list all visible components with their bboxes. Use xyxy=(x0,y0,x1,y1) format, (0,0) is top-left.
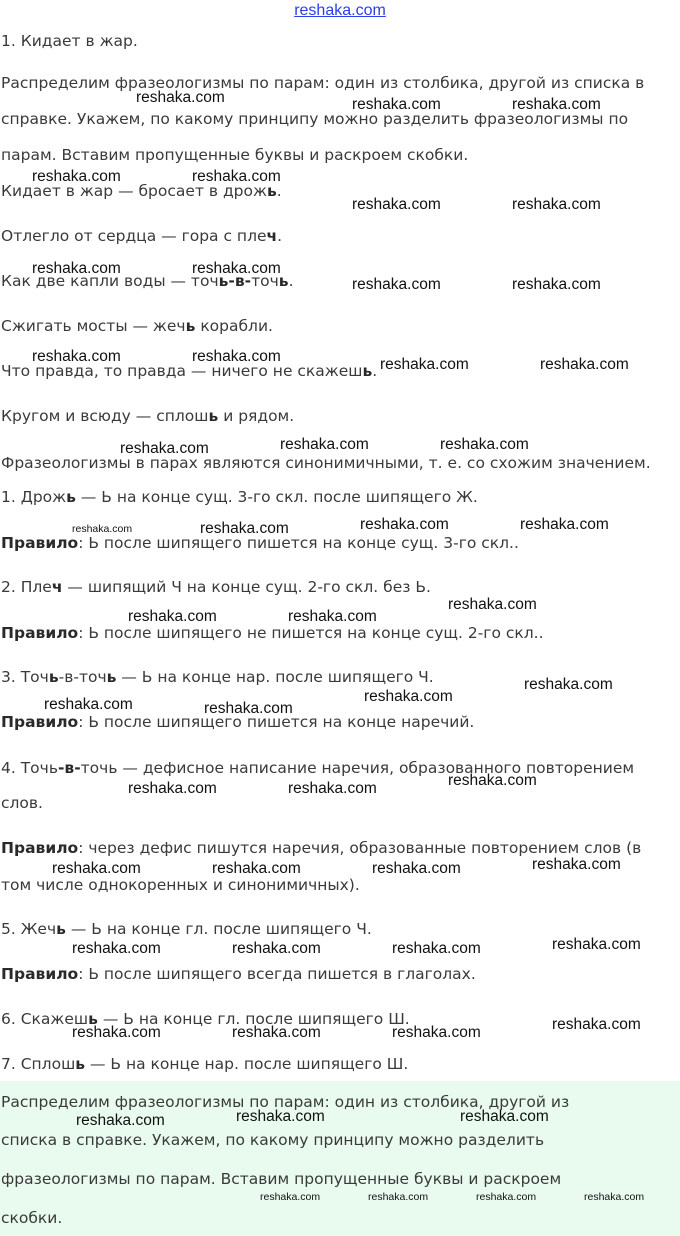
watermark: reshaka.com xyxy=(128,780,217,797)
watermark: reshaka.com xyxy=(32,168,121,185)
explanation-line: 6. Скажешь — Ь на конце гл. после шипящего Ш. xyxy=(1,1010,410,1028)
watermark: reshaka.com xyxy=(192,348,281,365)
watermark: reshaka.com xyxy=(380,356,469,373)
pair-line: Как две капли воды — точь-в-точь. xyxy=(1,272,294,290)
watermark: reshaka.com xyxy=(232,1024,321,1041)
explanation-line: 3. Точь-в-точь — Ь на конце нар. после шипящего Ч. xyxy=(1,668,434,686)
explanation-line: 5. Жечь — Ь на конце гл. после шипящего Ч. xyxy=(1,920,372,938)
task-text-line: Распределим фразеологизмы по парам: один из столбика, другой из списка в xyxy=(1,74,645,92)
watermark: reshaka.com xyxy=(392,940,481,957)
watermark: reshaka.com xyxy=(52,860,141,877)
watermark: reshaka.com xyxy=(476,1191,537,1203)
pair-line: Сжигать мосты — жечь корабли. xyxy=(1,317,273,335)
conclusion-line: Фразеологизмы в парах являются синонимичными, т. е. со схожим значением. xyxy=(1,454,651,472)
task-heading: 1. Кидает в жар. xyxy=(1,32,138,50)
watermark: reshaka.com xyxy=(448,772,537,789)
rule-line: том числе однокоренных и синонимичных). xyxy=(1,876,360,894)
site-link[interactable]: reshaka.com xyxy=(294,2,386,19)
watermark: reshaka.com xyxy=(372,860,461,877)
watermark: reshaka.com xyxy=(212,860,301,877)
pair-line: Отлегло от сердца — гора с плеч. xyxy=(1,227,283,245)
pair-line: Кидает в жар — бросает в дрожь. xyxy=(1,182,282,200)
watermark: reshaka.com xyxy=(76,1112,165,1129)
explanation-line: слов. xyxy=(1,794,43,812)
watermark: reshaka.com xyxy=(44,696,133,713)
watermark: reshaka.com xyxy=(192,260,281,277)
watermark: reshaka.com xyxy=(136,89,225,106)
rule-line: Правило: через дефис пишутся наречия, образованные повторением слов (в xyxy=(1,839,642,857)
watermark: reshaka.com xyxy=(524,676,613,693)
watermark: reshaka.com xyxy=(32,260,121,277)
highlighted-task-line: фразеологизмы по парам. Вставим пропущенные буквы и раскроем xyxy=(1,1170,562,1188)
watermark: reshaka.com xyxy=(552,936,641,953)
watermark: reshaka.com xyxy=(552,1016,641,1033)
watermark: reshaka.com xyxy=(352,96,441,113)
watermark: reshaka.com xyxy=(460,1108,549,1125)
watermark: reshaka.com xyxy=(32,348,121,365)
rule-line: Правило: Ь после шипящего всегда пишется в глаголах. xyxy=(1,965,476,983)
explanation-line: 4. Точь-в-точь — дефисное написание наречия, образованного повторением xyxy=(1,759,635,777)
watermark: reshaka.com xyxy=(72,1024,161,1041)
highlighted-task-line: скобки. xyxy=(1,1209,63,1227)
task-text-line: парам. Вставим пропущенные буквы и раскроем скобки. xyxy=(1,146,469,164)
watermark: reshaka.com xyxy=(352,276,441,293)
watermark: reshaka.com xyxy=(72,940,161,957)
highlighted-task-line: Распределим фразеологизмы по парам: один из столбика, другой из xyxy=(1,1093,570,1111)
watermark: reshaka.com xyxy=(260,1191,321,1203)
watermark: reshaka.com xyxy=(364,688,453,705)
watermark: reshaka.com xyxy=(288,608,377,625)
watermark: reshaka.com xyxy=(280,436,369,453)
watermark: reshaka.com xyxy=(128,608,217,625)
highlighted-task-line: списка в справке. Укажем, по какому принципу можно разделить xyxy=(1,1131,545,1149)
watermark: reshaka.com xyxy=(520,516,609,533)
explanation-line: 2. Плеч — шипящий Ч на конце сущ. 2-го скл. без Ь. xyxy=(1,578,431,596)
explanation-line: 7. Сплошь — Ь на конце нар. после шипящего Ш. xyxy=(1,1055,409,1073)
watermark: reshaka.com xyxy=(232,940,321,957)
watermark: reshaka.com xyxy=(368,1191,429,1203)
watermark: reshaka.com xyxy=(584,1191,645,1203)
watermark: reshaka.com xyxy=(200,520,289,537)
watermark: reshaka.com xyxy=(352,196,441,213)
rule-line: Правило: Ь после шипящего не пишется на конце сущ. 2-го скл.. xyxy=(1,624,544,642)
watermark: reshaka.com xyxy=(512,276,601,293)
watermark: reshaka.com xyxy=(392,1024,481,1041)
pair-line: Что правда, то правда — ничего не скажешь. xyxy=(1,362,378,380)
rule-line: Правило: Ь после шипящего пишется на конце сущ. 3-го скл.. xyxy=(1,534,519,552)
pair-line: Кругом и всюду — сплошь и рядом. xyxy=(1,407,295,425)
watermark: reshaka.com xyxy=(204,700,293,717)
explanation-line: 1. Дрожь — Ь на конце сущ. 3-го скл. после шипящего Ж. xyxy=(1,488,478,506)
watermark: reshaka.com xyxy=(288,780,377,797)
watermark: reshaka.com xyxy=(192,168,281,185)
watermark: reshaka.com xyxy=(512,196,601,213)
watermark: reshaka.com xyxy=(440,436,529,453)
watermark: reshaka.com xyxy=(532,856,621,873)
watermark: reshaka.com xyxy=(512,96,601,113)
task-text-line: справке. Укажем, по какому принципу можно разделить фразеологизмы по xyxy=(1,110,629,128)
watermark: reshaka.com xyxy=(448,596,537,613)
watermark: reshaka.com xyxy=(236,1108,325,1125)
watermark: reshaka.com xyxy=(72,523,133,535)
watermark: reshaka.com xyxy=(360,516,449,533)
rule-line: Правило: Ь после шипящего пишется на конце наречий. xyxy=(1,713,475,731)
watermark: reshaka.com xyxy=(120,440,209,457)
watermark: reshaka.com xyxy=(540,356,629,373)
